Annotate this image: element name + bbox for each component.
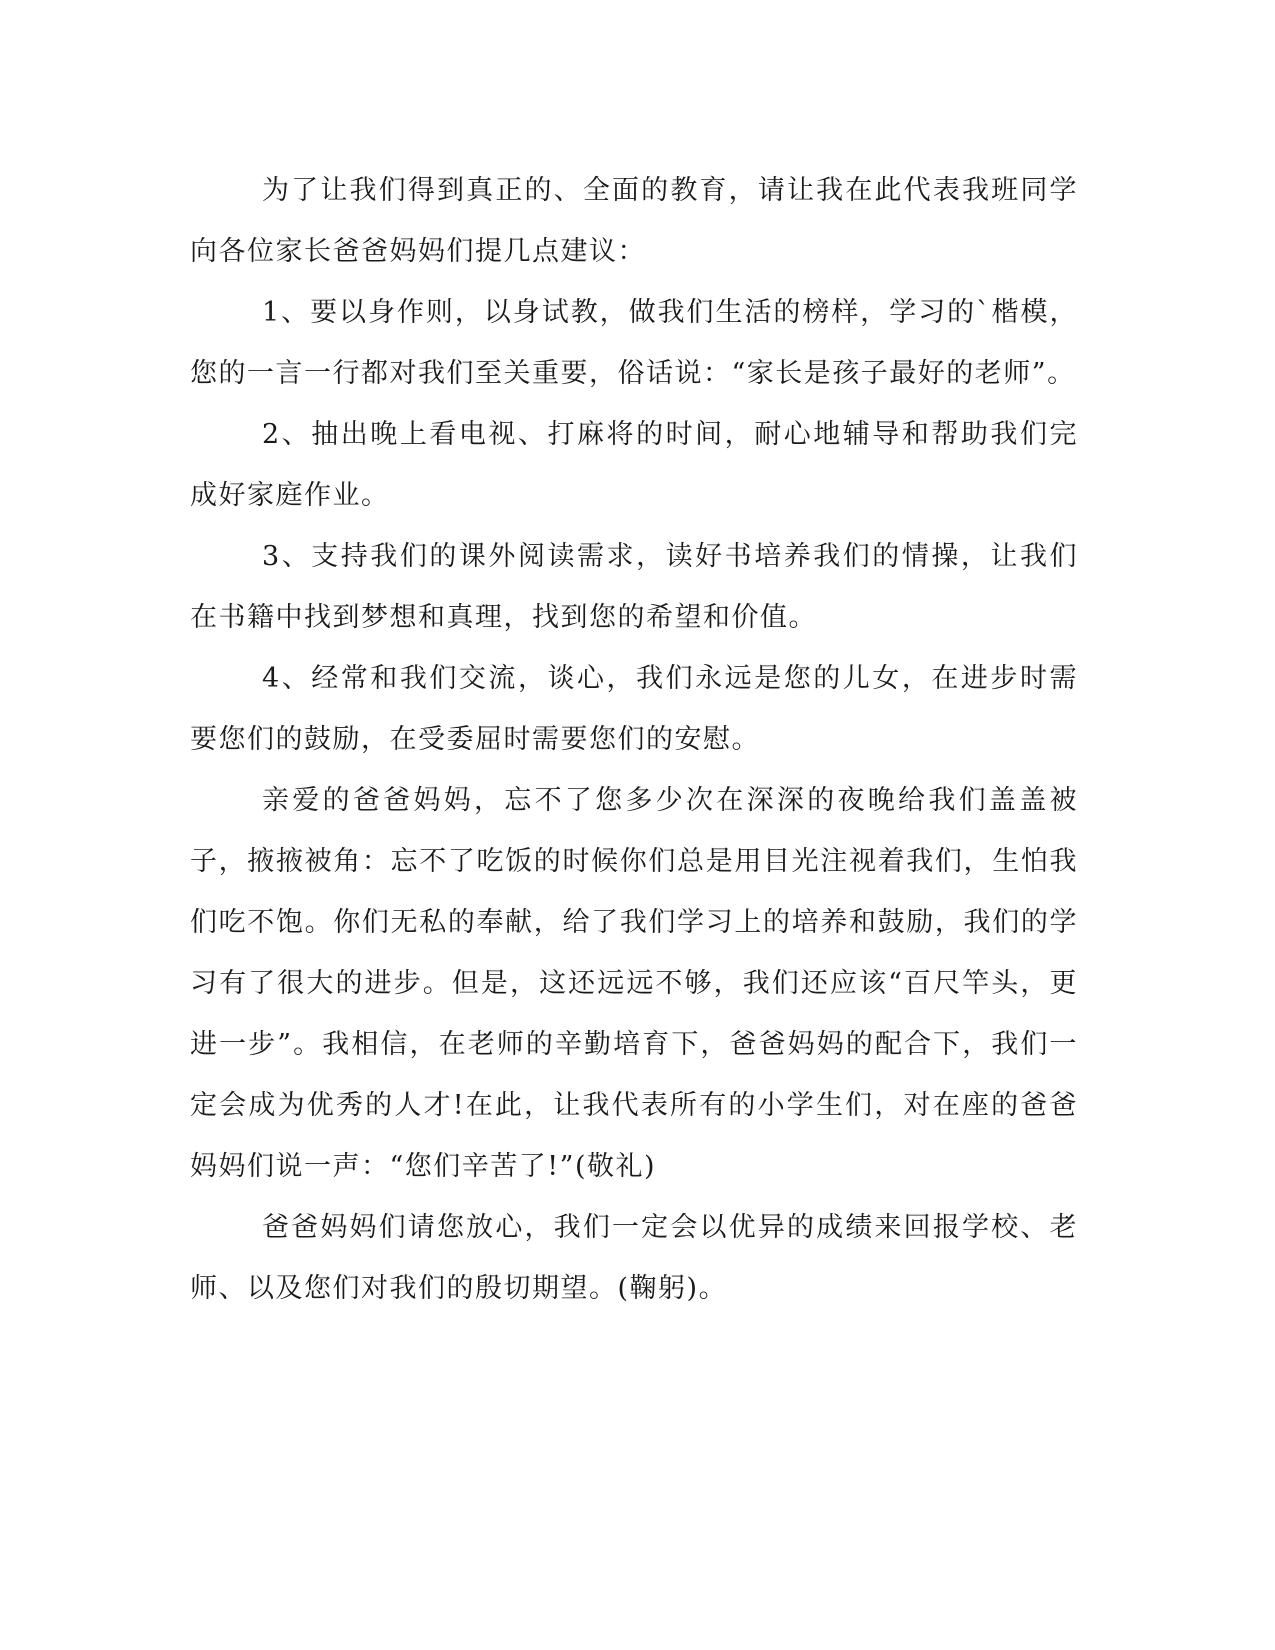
paragraph-intro: 为了让我们得到真正的、全面的教育，请让我在此代表我班同学向各位家长爸爸妈妈们提几点建议： — [190, 175, 1078, 267]
paragraph-closing: 爸爸妈妈们请您放心，我们一定会以优异的成绩来回报学校、老师、以及您们对我们的殷切期望。(鞠躬)。 — [190, 1212, 1078, 1304]
document-body — [190, 160, 1078, 1319]
paragraph-suggestion-1: 1、要以身作则，以身试教，做我们生活的榜样，学习的`楷模，您的一言一行都对我们至关重要，俗话说：“家长是孩子最好的老师”。 — [190, 297, 1078, 389]
paragraph-suggestion-4: 4、经常和我们交流，谈心，我们永远是您的儿女，在进步时需要您们的鼓励，在受委屈时需要您们的安慰。 — [190, 663, 1078, 755]
paragraph-suggestion-2: 2、抽出晚上看电视、打麻将的时间，耐心地辅导和帮助我们完成好家庭作业。 — [190, 419, 1078, 511]
paragraph-gratitude: 亲爱的爸爸妈妈，忘不了您多少次在深深的夜晚给我们盖盖被子，掖掖被角：忘不了吃饭的时候你们总是用目光注视着我们，生怕我们吃不饱。你们无私的奉献，给了我们学习上的培养和鼓励，我们的学习有了很大的进步。但是，这还远远不够，我们还应该“百尺竿头，更进一步”。我相信，在老师的辛勤培育下，爸爸妈妈的配合下，我们一定会成为优秀的人才!在此，让我代表所有的小学生们，对在座的爸爸妈妈们说一声：“您们辛苦了!”(敬礼) — [190, 785, 1078, 1182]
paragraph-suggestion-3: 3、支持我们的课外阅读需求，读好书培养我们的情操，让我们在书籍中找到梦想和真理，找到您的希望和价值。 — [190, 541, 1078, 633]
